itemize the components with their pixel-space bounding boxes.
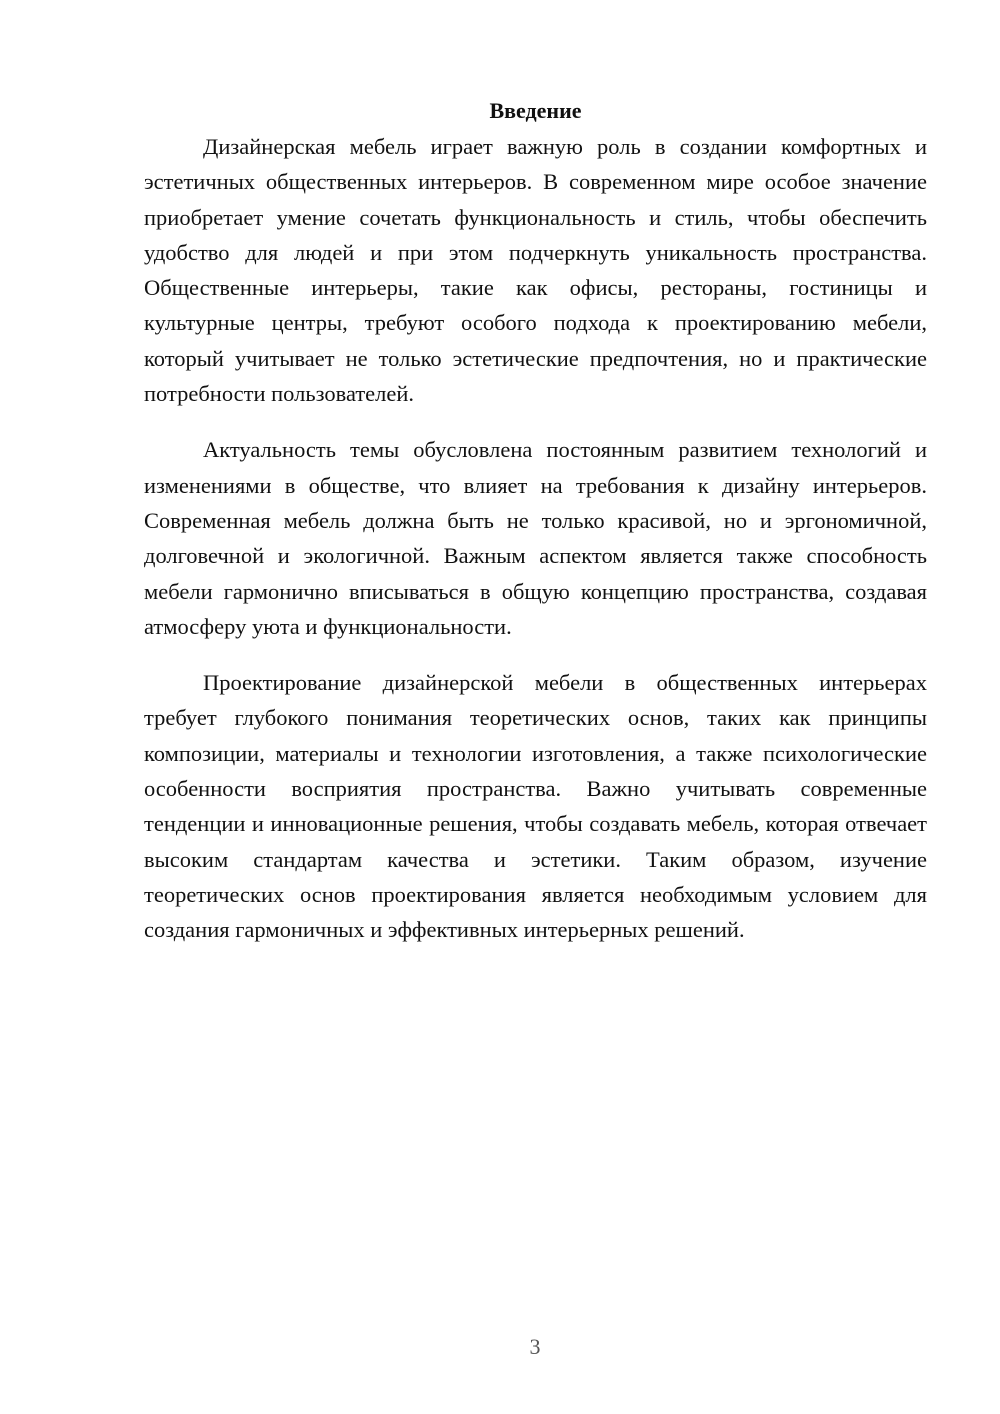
section-heading: Введение: [489, 98, 582, 123]
paragraph-2: Актуальность темы обусловлена постоянным развитием технологий и изменениями в обществе, что влияет на требования к дизайну интерьеров. Современная мебель должна быть не только красивой, но и эргономичной, долговечной и экологичной. Важным аспектом является также способность мебели гармонично вписываться в общую концепцию пространства, создавая атмосферу уюта и функциональности.: [144, 437, 927, 639]
paragraph-3: Проектирование дизайнерской мебели в общественных интерьерах требует глубокого понимания теоретических основ, таких как принципы композиции, материалы и технологии изготовления, а также психологические особенности восприятия пространства. Важно учитывать современные тенденции и инновационные решения, чтобы создавать мебель, которая отвечает высоким стандартам качества и эстетики. Таким образом, изучение теоретических основ проектирования является необходимым условием для создания гармоничных и эффективных интерьерных решений.: [144, 670, 927, 943]
page-content: [144, 96, 927, 969]
page-number: 3: [529, 1334, 541, 1359]
paragraph-1: Дизайнерская мебель играет важную роль в создании комфортных и эстетичных общественных интерьеров. В современном мире особое значение приобретает умение сочетать функциональность и стиль, чтобы обеспечить удобство для людей и при этом подчеркнуть уникальность пространства. Общественные интерьеры, такие как офисы, рестораны, гостиницы и культурные центры, требуют особого подхода к проектированию мебели, который учитывает не только эстетические предпочтения, но и практические потребности пользователей.: [144, 134, 927, 407]
